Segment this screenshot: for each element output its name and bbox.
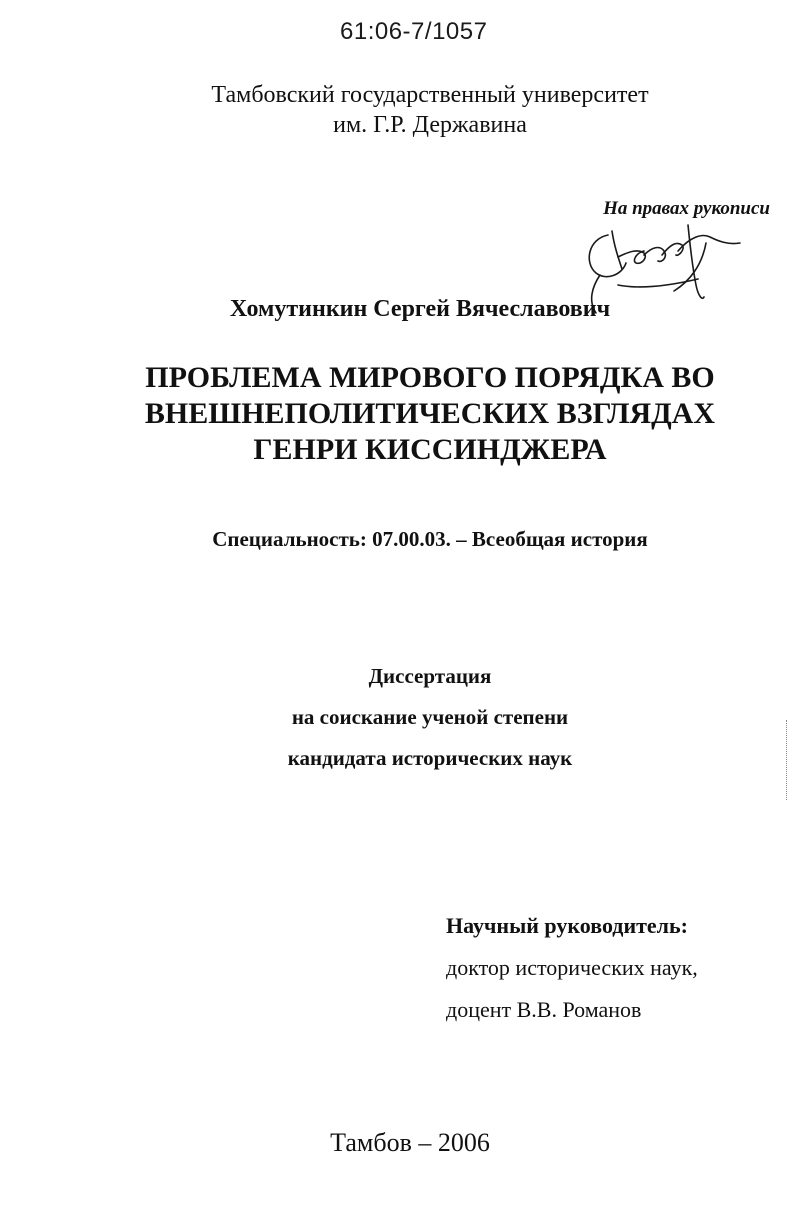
dissertation-line-3: кандидата исторических наук xyxy=(287,746,573,770)
university-name xyxy=(150,80,710,140)
place-and-year: Тамбов – 2006 xyxy=(330,1128,490,1157)
university-line-1: Тамбовский государственный университет xyxy=(211,82,649,108)
dissertation-title xyxy=(120,360,740,468)
specialty: Специальность: 07.00.03. – Всеобщая история xyxy=(212,527,648,551)
advisor-degree: доктор исторических наук, xyxy=(446,955,698,980)
dissertation-type xyxy=(170,656,690,779)
university-line-2: им. Г.Р. Державина xyxy=(333,112,527,138)
document-code: 61:06-7/1057 xyxy=(340,18,488,45)
scan-edge-mark xyxy=(786,720,791,800)
dissertation-line-1: Диссертация xyxy=(368,664,492,688)
title-line-3: ГЕНРИ КИССИНДЖЕРА xyxy=(253,433,607,466)
advisor-name: доцент В.В. Романов xyxy=(446,997,642,1022)
dissertation-line-2: на соискание ученой степени xyxy=(291,705,569,729)
title-line-1: ПРОБЛЕМА МИРОВОГО ПОРЯДКА ВО xyxy=(145,361,715,394)
advisor-heading: Научный руководитель: xyxy=(446,913,688,938)
manuscript-rights-note: На правах рукописи xyxy=(603,198,770,219)
title-line-2: ВНЕШНЕПОЛИТИЧЕСКИХ ВЗГЛЯДАХ xyxy=(144,397,716,430)
author-name: Хомутинкин Сергей Вячеславович xyxy=(229,296,611,322)
scientific-advisor xyxy=(446,905,766,1031)
